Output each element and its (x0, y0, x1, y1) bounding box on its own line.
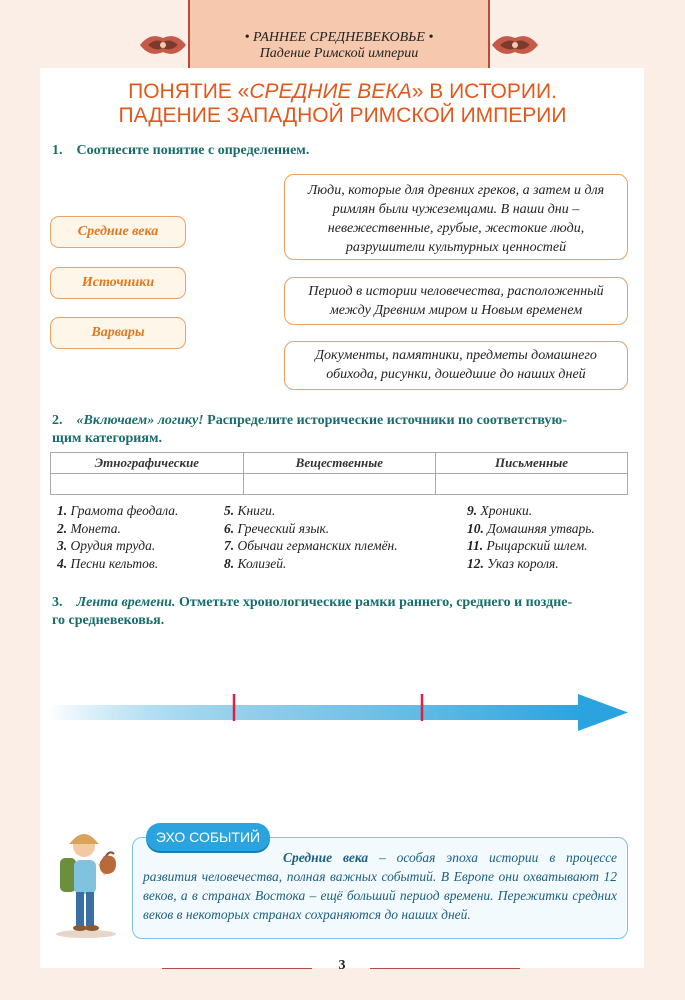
source-item: 2. Монета. (57, 520, 121, 536)
source-item: 10. Домашняя утварь. (467, 520, 595, 536)
source-item: 11. Рыцарский шлем. (467, 538, 588, 553)
column-header: Вещественные (243, 453, 435, 474)
ornament-right-icon (490, 30, 540, 60)
term-card[interactable]: Средние века (50, 216, 186, 248)
task-text: Распределите исторические источники по соответствую- (207, 413, 567, 428)
chapter-header-tab (188, 0, 490, 70)
sources-column (224, 502, 398, 572)
source-item: 6. Греческий язык. (224, 520, 330, 536)
timeline-bar (48, 705, 583, 720)
categories-table (50, 452, 628, 495)
source-item: 4. Песни кельтов. (57, 555, 159, 571)
task-text: Соотнесите понятие с определением. (76, 143, 310, 158)
task-3-heading (52, 594, 632, 630)
timeline-arrow[interactable] (48, 690, 633, 735)
source-item: 9. Хроники. (467, 503, 533, 518)
explorer-boy-illustration (46, 818, 126, 938)
sources-column (57, 502, 178, 572)
source-item: 12. Указ короля. (467, 555, 559, 571)
footer-rule-left (162, 968, 312, 969)
task-italic-lead: Лента времени. (76, 595, 176, 610)
task-text: Отметьте хронологические рамки раннего, среднего и поздне- (178, 595, 573, 610)
term-card[interactable]: Источники (50, 267, 186, 299)
chapter-subsection-title: Падение Римской империи (259, 46, 419, 61)
title-italic-term: СРЕДНИЕ ВЕКА (249, 80, 412, 103)
title-text: ПОНЯТИЕ « (128, 80, 250, 103)
task-text: го средневековья. (52, 613, 165, 628)
source-item: 5. Книги. (224, 503, 276, 518)
definition-card[interactable]: Период в истории человечества, расположенный между Древним миром и Новым временем (284, 277, 628, 325)
column-header: Письменные (436, 453, 628, 474)
task-italic-lead: «Включаем» логику! (76, 413, 204, 428)
task-number: 2. (52, 413, 63, 428)
chapter-section-title: • РАННЕЕ СРЕДНЕВЕКОВЬЕ • (244, 30, 434, 45)
sources-column (467, 502, 595, 572)
timeline-arrowhead (578, 694, 628, 731)
answer-cell[interactable] (436, 474, 628, 495)
title-text: » В ИСТОРИИ. (411, 80, 557, 103)
column-header: Этнографические (51, 453, 244, 474)
definition-card[interactable]: Документы, памятники, предметы домашнего обихода, рисунки, дошедшие до наших дней (284, 341, 628, 390)
definition-card[interactable]: Люди, которые для древних греков, а затем и для римлян были чужеземцами. В наши дни – невежественные, грубые, жестокие люди, разрушители культурных ценностей (284, 174, 628, 260)
echo-events-badge: ЭХО СОБЫТИЙ (146, 823, 270, 851)
source-item: 3. Орудия труда. (57, 538, 156, 553)
footer-rule-right (370, 968, 520, 969)
source-item: 7. Обычаи германских племён. (224, 538, 398, 553)
term-card[interactable]: Варвары (50, 317, 186, 349)
task-text: щим категориям. (52, 431, 162, 446)
page-number: 3 (338, 958, 346, 973)
task-number: 1. (52, 143, 63, 158)
echo-events-box (132, 837, 628, 939)
echo-text: – особая эпоха истории в процессе развития человечества, полная важных событий. В Европе они охватывают 12 веков, а в странах Востока – ещё больший период времени. Пережитки средних веков в некоторых странах сохраняются до наших дней. (143, 850, 618, 922)
task-1-heading (52, 142, 309, 160)
answer-cell[interactable] (243, 474, 435, 495)
task-2-heading (52, 412, 632, 448)
ornament-left-icon (138, 30, 188, 60)
answer-cell[interactable] (51, 474, 244, 495)
page-title (0, 80, 685, 128)
echo-term: Средние века (283, 850, 369, 865)
source-item: 1. Грамота феодала. (57, 503, 179, 518)
title-line-2: ПАДЕНИЕ ЗАПАДНОЙ РИМСКОЙ ИМПЕРИИ (118, 104, 567, 127)
source-item: 8. Колизей. (224, 555, 287, 571)
task-number: 3. (52, 595, 63, 610)
